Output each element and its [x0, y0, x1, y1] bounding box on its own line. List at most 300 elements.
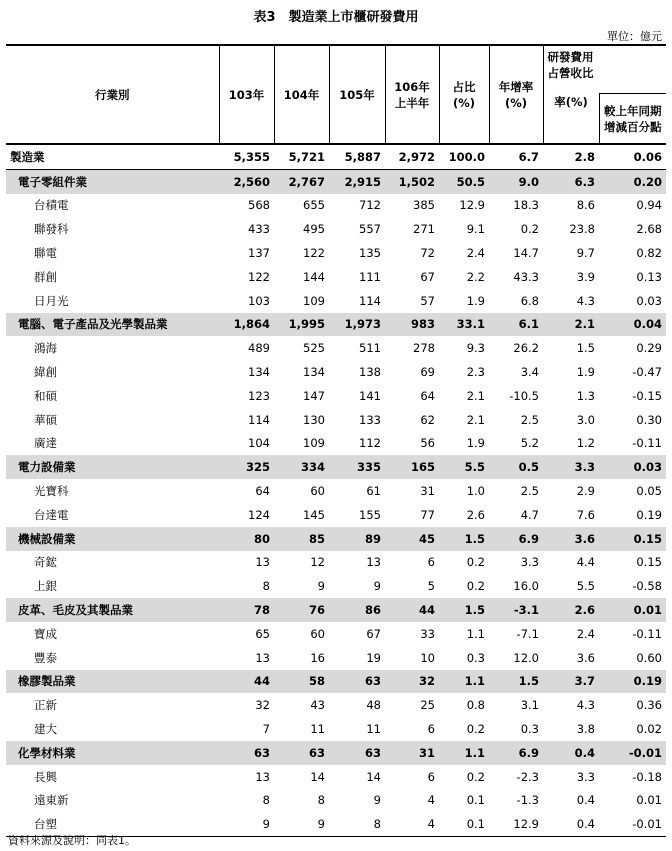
cell-industry: 皮革、毛皮及其製品業	[6, 598, 219, 622]
cell-col-104: 109	[303, 436, 325, 451]
cell-col-share: 2.3	[466, 365, 485, 380]
cell-col-yoy-points: 0.03	[636, 293, 662, 308]
header-rd-ratio-rate: 率(%)	[543, 94, 599, 145]
cell-col-104: 76	[274, 598, 329, 622]
cell-col-yoy-points: 0.19	[599, 670, 666, 694]
cell-col-rd-ratio: 2.6	[543, 598, 599, 622]
cell-col-103: 32	[255, 698, 270, 713]
cell-col-share: 100.0	[439, 144, 489, 169]
cell-col-share: 1.1	[439, 741, 489, 765]
cell-col-yoy-points: 0.29	[636, 341, 662, 356]
cell-col-103: 63	[219, 741, 274, 765]
cell-col-105: 11	[366, 722, 381, 737]
cell-col-103: 433	[248, 222, 270, 237]
cell-col-rd-ratio: 2.9	[576, 484, 595, 499]
cell-col-104: 147	[303, 388, 325, 403]
cell-col-share: 0.2	[466, 769, 485, 784]
table-row-company	[6, 622, 666, 646]
cell-col-share: 5.5	[439, 455, 489, 479]
cell-col-103: 44	[219, 670, 274, 694]
cell-col-105: 2,915	[329, 169, 385, 193]
cell-col-104: 109	[303, 293, 325, 308]
cell-col-growth: 16.0	[513, 579, 539, 594]
cell-col-rd-ratio: 0.4	[576, 793, 595, 808]
cell-col-share: 1.5	[439, 598, 489, 622]
cell-col-103: 122	[248, 269, 270, 284]
cell-col-rd-ratio: 3.6	[576, 650, 595, 665]
cell-industry: 上銀	[34, 579, 57, 594]
cell-col-103: 13	[255, 769, 270, 784]
table-row-category	[6, 169, 666, 193]
cell-industry: 製造業	[6, 144, 219, 169]
cell-col-yoy-points: 0.15	[636, 555, 662, 570]
cell-col-105: 14	[366, 769, 381, 784]
cell-col-103: 568	[248, 198, 270, 213]
cell-col-rd-ratio: 1.9	[576, 365, 595, 380]
header-growth: 年增率 (%)	[489, 45, 543, 144]
cell-col-103: 5,355	[219, 144, 274, 169]
cell-col-104: 43	[310, 698, 325, 713]
cell-col-104: 60	[310, 484, 325, 499]
cell-col-yoy-points: -0.01	[599, 741, 666, 765]
cell-col-rd-ratio: 9.7	[576, 246, 595, 261]
cell-col-105: 5,887	[329, 144, 385, 169]
cell-industry: 台達電	[34, 507, 69, 522]
cell-col-103: 325	[219, 455, 274, 479]
cell-col-share: 2.6	[466, 507, 485, 522]
table-row-category	[6, 598, 666, 622]
cell-col-104: 2,767	[274, 169, 329, 193]
cell-industry: 聯電	[34, 246, 57, 261]
cell-col-104: 334	[274, 455, 329, 479]
cell-industry: 聯發科	[34, 222, 69, 237]
cell-col-103: 65	[255, 626, 270, 641]
cell-col-share: 1.9	[466, 436, 485, 451]
rd-expense-table	[6, 44, 666, 837]
table-row-category	[6, 670, 666, 694]
cell-col-share: 0.8	[466, 698, 485, 713]
table-row-category	[6, 527, 666, 551]
cell-col-105: 155	[359, 507, 381, 522]
cell-col-104: 5,721	[274, 144, 329, 169]
cell-col-rd-ratio: 1.5	[576, 341, 595, 356]
cell-col-104: 8	[317, 793, 325, 808]
cell-col-106-h1: 5	[427, 579, 435, 594]
cell-col-106-h1: 62	[420, 412, 435, 427]
cell-col-rd-ratio: 4.4	[576, 555, 595, 570]
cell-col-yoy-points: 0.01	[636, 793, 662, 808]
cell-col-105: 9	[373, 793, 381, 808]
cell-col-growth: 4.7	[520, 507, 539, 522]
cell-col-105: 63	[329, 670, 385, 694]
cell-col-103: 489	[248, 341, 270, 356]
cell-col-106-h1: 1,502	[385, 169, 439, 193]
cell-col-growth: 9.0	[489, 169, 543, 193]
cell-col-rd-ratio: 3.9	[576, 269, 595, 284]
cell-col-share: 0.3	[466, 650, 485, 665]
cell-industry: 群創	[34, 269, 57, 284]
cell-col-104: 63	[274, 741, 329, 765]
cell-col-share: 12.9	[459, 198, 485, 213]
cell-industry: 建大	[34, 722, 57, 737]
cell-col-growth: 6.9	[489, 741, 543, 765]
cell-col-106-h1: 72	[420, 246, 435, 261]
table-row-company	[6, 646, 666, 670]
cell-col-rd-ratio: 7.6	[576, 507, 595, 522]
cell-col-105: 86	[329, 598, 385, 622]
cell-col-share: 1.9	[466, 293, 485, 308]
cell-col-growth: -7.1	[516, 626, 539, 641]
cell-col-104: 11	[310, 722, 325, 737]
cell-col-103: 8	[262, 579, 270, 594]
cell-col-rd-ratio: 1.2	[576, 436, 595, 451]
table-row-company	[6, 408, 666, 432]
cell-industry: 機械設備業	[6, 527, 219, 551]
cell-col-103: 114	[248, 412, 270, 427]
cell-col-rd-ratio: 3.6	[543, 527, 599, 551]
cell-col-106-h1: 69	[420, 365, 435, 380]
cell-industry: 正新	[34, 698, 57, 713]
cell-col-106-h1: 25	[420, 698, 435, 713]
header-106-h1: 106年 上半年	[385, 45, 439, 144]
table-row-total	[6, 144, 666, 169]
table-row-company	[6, 432, 666, 456]
table-row-company	[6, 336, 666, 360]
cell-col-share: 0.1	[439, 812, 489, 836]
cell-col-yoy-points: 0.82	[636, 246, 662, 261]
cell-col-share: 1.1	[466, 626, 485, 641]
cell-col-104: 1,995	[274, 313, 329, 337]
cell-col-rd-ratio: 3.7	[543, 670, 599, 694]
cell-col-103: 78	[219, 598, 274, 622]
cell-col-104: 134	[303, 365, 325, 380]
cell-col-growth: 5.2	[520, 436, 539, 451]
cell-col-105: 8	[329, 812, 385, 836]
cell-col-yoy-points: 0.06	[599, 144, 666, 169]
cell-col-105: 13	[366, 555, 381, 570]
cell-col-rd-ratio: 1.3	[576, 388, 595, 403]
header-105: 105年	[329, 45, 385, 144]
cell-industry: 台塑	[6, 812, 219, 836]
cell-col-rd-ratio: 8.6	[576, 198, 595, 213]
cell-col-106-h1: 56	[420, 436, 435, 451]
cell-col-106-h1: 4	[427, 793, 435, 808]
table-body	[6, 144, 666, 837]
cell-col-growth: 26.2	[513, 341, 539, 356]
cell-industry: 緯創	[34, 365, 57, 380]
cell-col-growth: -2.3	[516, 769, 539, 784]
cell-col-105: 712	[359, 198, 381, 213]
table-row-company	[6, 503, 666, 527]
cell-col-104: 14	[310, 769, 325, 784]
cell-industry: 台積電	[34, 198, 69, 213]
cell-col-yoy-points: 0.94	[636, 198, 662, 213]
cell-col-103: 1,864	[219, 313, 274, 337]
cell-col-yoy-points: -0.18	[632, 769, 662, 784]
cell-col-103: 7	[262, 722, 270, 737]
cell-col-rd-ratio: 3.3	[576, 769, 595, 784]
cell-col-growth: 3.3	[520, 555, 539, 570]
table-row-category	[6, 741, 666, 765]
cell-col-103: 134	[248, 365, 270, 380]
cell-col-yoy-points: 0.03	[599, 455, 666, 479]
cell-col-105: 48	[366, 698, 381, 713]
cell-col-103: 64	[255, 484, 270, 499]
cell-col-share: 9.3	[466, 341, 485, 356]
cell-col-103: 104	[248, 436, 270, 451]
cell-col-105: 9	[373, 579, 381, 594]
cell-industry: 豐泰	[34, 650, 57, 665]
cell-col-103: 123	[248, 388, 270, 403]
cell-col-growth: 0.3	[520, 722, 539, 737]
cell-col-105: 138	[359, 365, 381, 380]
cell-col-rd-ratio: 3.8	[576, 722, 595, 737]
cell-col-growth: 12.0	[513, 650, 539, 665]
cell-col-yoy-points: 0.04	[599, 313, 666, 337]
cell-col-104: 9	[317, 579, 325, 594]
cell-col-rd-ratio: 3.0	[576, 412, 595, 427]
cell-col-growth: 3.1	[520, 698, 539, 713]
cell-col-104: 495	[303, 222, 325, 237]
cell-col-104: 122	[303, 246, 325, 261]
cell-col-105: 135	[359, 246, 381, 261]
cell-col-106-h1: 57	[420, 293, 435, 308]
header-industry: 行業別	[6, 45, 219, 144]
cell-col-share: 1.5	[439, 527, 489, 551]
cell-col-yoy-points: 0.13	[636, 269, 662, 284]
cell-col-105: 89	[329, 527, 385, 551]
cell-col-yoy-points: 0.30	[636, 412, 662, 427]
cell-col-105: 114	[359, 293, 381, 308]
cell-col-105: 133	[359, 412, 381, 427]
cell-col-rd-ratio: 4.3	[576, 698, 595, 713]
cell-col-104: 85	[274, 527, 329, 551]
cell-col-yoy-points: -0.01	[599, 812, 666, 836]
cell-col-104: 16	[310, 650, 325, 665]
cell-col-105: 335	[329, 455, 385, 479]
cell-col-growth: -1.3	[516, 793, 539, 808]
cell-col-share: 2.1	[466, 412, 485, 427]
table-row-company	[6, 551, 666, 575]
table-row-company	[6, 194, 666, 218]
cell-col-yoy-points: 0.02	[636, 722, 662, 737]
cell-col-105: 557	[359, 222, 381, 237]
cell-industry: 遠東新	[34, 793, 69, 808]
cell-col-104: 145	[303, 507, 325, 522]
cell-col-103: 137	[248, 246, 270, 261]
cell-col-105: 1,973	[329, 313, 385, 337]
cell-col-rd-ratio: 2.1	[543, 313, 599, 337]
cell-col-rd-ratio: 0.4	[543, 741, 599, 765]
header-104: 104年	[274, 45, 329, 144]
cell-col-103: 13	[255, 650, 270, 665]
cell-col-growth: 43.3	[513, 269, 539, 284]
cell-col-growth: -10.5	[509, 388, 539, 403]
cell-col-105: 141	[359, 388, 381, 403]
table-row-company	[6, 289, 666, 313]
cell-col-rd-ratio: 4.3	[576, 293, 595, 308]
table-header	[6, 45, 666, 144]
cell-col-106-h1: 64	[420, 388, 435, 403]
cell-col-growth: 12.9	[489, 812, 543, 836]
cell-col-growth: 6.9	[489, 527, 543, 551]
cell-col-growth: 2.5	[520, 484, 539, 499]
cell-col-104: 525	[303, 341, 325, 356]
cell-col-yoy-points: -0.58	[632, 579, 662, 594]
cell-col-103: 80	[219, 527, 274, 551]
cell-industry: 奇鋐	[34, 555, 57, 570]
cell-col-104: 130	[303, 412, 325, 427]
cell-col-106-h1: 32	[385, 670, 439, 694]
cell-col-yoy-points: 2.68	[636, 222, 662, 237]
cell-col-103: 9	[219, 812, 274, 836]
cell-col-rd-ratio: 0.4	[543, 812, 599, 836]
cell-col-106-h1: 33	[420, 626, 435, 641]
cell-col-106-h1: 31	[385, 741, 439, 765]
cell-col-104: 58	[274, 670, 329, 694]
cell-col-106-h1: 67	[420, 269, 435, 284]
cell-col-106-h1: 385	[413, 198, 435, 213]
cell-col-103: 124	[248, 507, 270, 522]
cell-col-yoy-points: 0.01	[599, 598, 666, 622]
table-row-company	[6, 360, 666, 384]
cell-col-share: 2.4	[466, 246, 485, 261]
cell-col-growth: 1.5	[489, 670, 543, 694]
cell-col-105: 112	[359, 436, 381, 451]
cell-col-growth: 18.3	[513, 198, 539, 213]
cell-col-yoy-points: 0.60	[636, 650, 662, 665]
cell-industry: 華碩	[34, 412, 57, 427]
cell-col-106-h1: 4	[385, 812, 439, 836]
cell-col-share: 2.1	[466, 388, 485, 403]
cell-col-share: 0.2	[466, 579, 485, 594]
cell-col-growth: 0.2	[520, 222, 539, 237]
table-row-company	[6, 479, 666, 503]
cell-col-share: 50.5	[439, 169, 489, 193]
table-row-company	[6, 217, 666, 241]
cell-industry: 化學材料業	[6, 741, 219, 765]
cell-col-growth: 3.4	[520, 365, 539, 380]
cell-industry: 電子零組件業	[6, 169, 219, 193]
cell-col-106-h1: 983	[385, 313, 439, 337]
cell-col-rd-ratio: 2.8	[543, 144, 599, 169]
cell-industry: 橡膠製品業	[6, 670, 219, 694]
cell-industry: 和碩	[34, 388, 57, 403]
cell-industry: 鴻海	[34, 341, 57, 356]
table-row-company	[6, 789, 666, 813]
table-row-company	[6, 265, 666, 289]
cell-col-share: 0.1	[466, 793, 485, 808]
cell-col-106-h1: 6	[427, 769, 435, 784]
cell-col-growth: 14.7	[513, 246, 539, 261]
cell-col-104: 12	[310, 555, 325, 570]
cell-industry: 廣達	[34, 436, 57, 451]
table-row-category	[6, 455, 666, 479]
cell-col-106-h1: 278	[413, 341, 435, 356]
cell-col-105: 67	[366, 626, 381, 641]
unit-label: 單位：億元	[607, 30, 662, 43]
header-rd-ratio: 研發費用 占營收比	[543, 45, 666, 94]
cell-col-yoy-points: -0.15	[632, 388, 662, 403]
cell-col-growth: 2.5	[520, 412, 539, 427]
cell-col-106-h1: 165	[385, 455, 439, 479]
cell-col-106-h1: 2,972	[385, 144, 439, 169]
cell-col-103: 2,560	[219, 169, 274, 193]
cell-col-105: 511	[359, 341, 381, 356]
cell-col-104: 144	[303, 269, 325, 284]
cell-col-rd-ratio: 2.4	[576, 626, 595, 641]
table-row-company	[6, 765, 666, 789]
cell-col-106-h1: 10	[420, 650, 435, 665]
cell-col-106-h1: 77	[420, 507, 435, 522]
cell-industry: 寶成	[34, 626, 57, 641]
cell-col-growth: 6.8	[520, 293, 539, 308]
cell-col-yoy-points: -0.11	[632, 626, 662, 641]
cell-col-yoy-points: 0.05	[636, 484, 662, 499]
header-share: 占比 (%)	[439, 45, 489, 144]
cell-col-103: 103	[248, 293, 270, 308]
cell-col-share: 33.1	[439, 313, 489, 337]
cell-col-yoy-points: 0.15	[599, 527, 666, 551]
cell-col-growth: -3.1	[489, 598, 543, 622]
cell-col-rd-ratio: 3.3	[543, 455, 599, 479]
cell-col-yoy-points: 0.20	[599, 169, 666, 193]
cell-col-growth: 6.1	[489, 313, 543, 337]
cell-col-106-h1: 45	[385, 527, 439, 551]
cell-col-share: 0.2	[466, 722, 485, 737]
cell-col-106-h1: 6	[427, 722, 435, 737]
cell-col-growth: 6.7	[489, 144, 543, 169]
cell-col-104: 60	[310, 626, 325, 641]
source-note: 資料來源及說明：同表1。	[8, 834, 136, 847]
header-103: 103年	[219, 45, 274, 144]
cell-col-yoy-points: 0.36	[636, 698, 662, 713]
cell-col-rd-ratio: 23.8	[569, 222, 595, 237]
cell-col-106-h1: 31	[420, 484, 435, 499]
cell-col-rd-ratio: 6.3	[543, 169, 599, 193]
table-row-category	[6, 313, 666, 337]
cell-col-105: 111	[359, 269, 381, 284]
cell-industry: 長興	[34, 769, 57, 784]
table-row-company	[6, 384, 666, 408]
cell-industry: 光寶科	[34, 484, 69, 499]
cell-col-104: 655	[303, 198, 325, 213]
cell-col-yoy-points: -0.47	[632, 365, 662, 380]
table-row-company	[6, 574, 666, 598]
cell-industry: 電腦、電子產品及光學製品業	[6, 313, 219, 337]
cell-col-rd-ratio: 5.5	[576, 579, 595, 594]
table-row-company	[6, 241, 666, 265]
cell-col-106-h1: 271	[413, 222, 435, 237]
cell-col-105: 19	[366, 650, 381, 665]
cell-col-103: 13	[255, 555, 270, 570]
cell-col-share: 0.2	[466, 555, 485, 570]
cell-industry: 日月光	[34, 293, 69, 308]
cell-col-yoy-points: 0.19	[636, 507, 662, 522]
table-title: 表3 製造業上市櫃研發費用	[253, 10, 419, 25]
cell-col-yoy-points: -0.11	[632, 436, 662, 451]
cell-col-share: 1.1	[439, 670, 489, 694]
table-row-company	[6, 693, 666, 717]
table-row-company	[6, 717, 666, 741]
cell-col-share: 2.2	[466, 269, 485, 284]
cell-col-105: 61	[366, 484, 381, 499]
cell-col-106-h1: 44	[385, 598, 439, 622]
cell-col-106-h1: 6	[427, 555, 435, 570]
cell-col-104: 9	[274, 812, 329, 836]
cell-col-105: 63	[329, 741, 385, 765]
cell-industry: 電力設備業	[6, 455, 219, 479]
